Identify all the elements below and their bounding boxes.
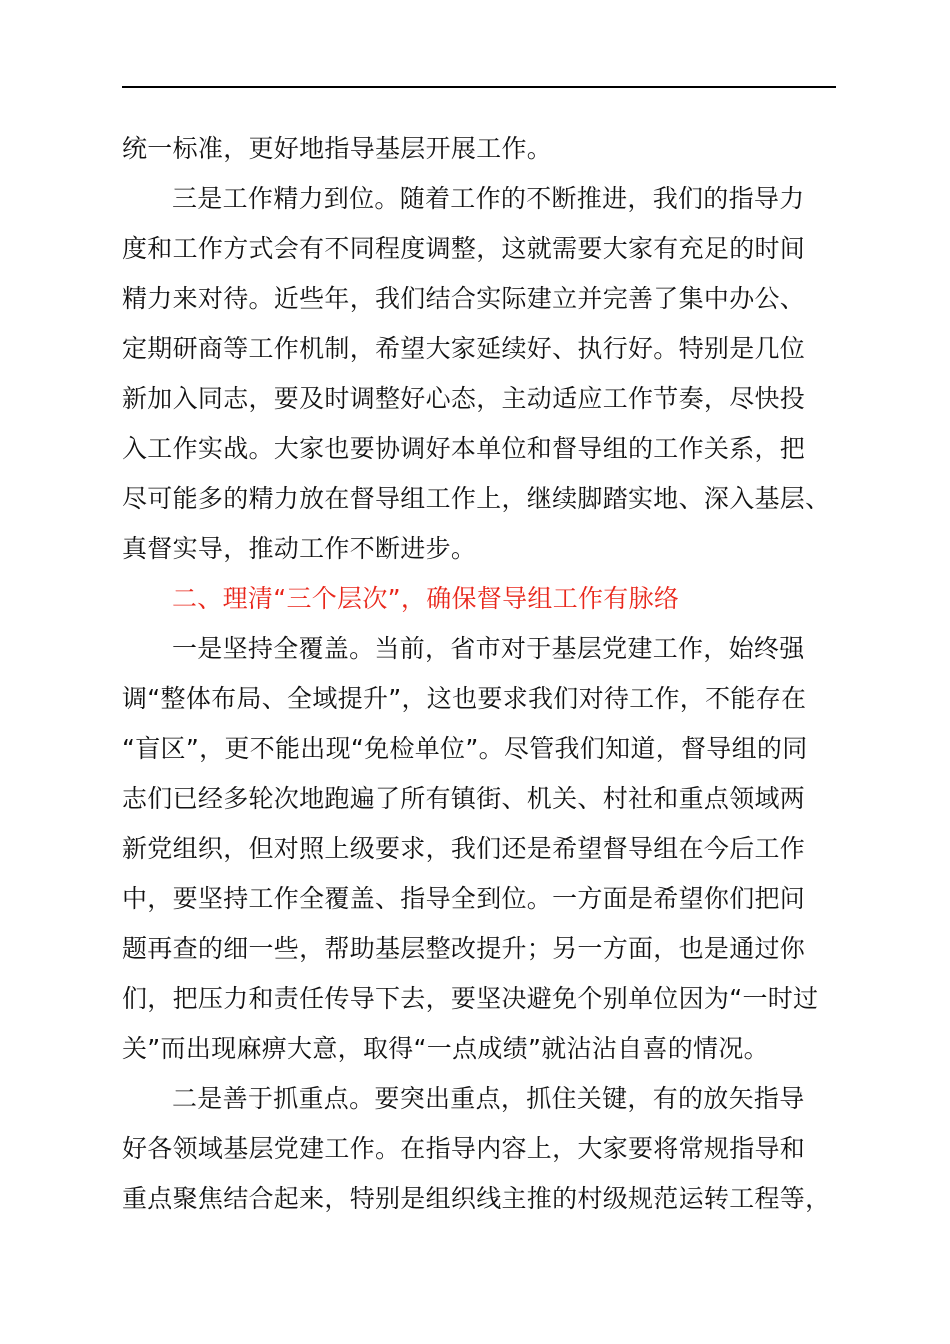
text-line: 中，要坚持工作全覆盖、指导全到位。一方面是希望你们把问 [122, 884, 806, 913]
header-rule [122, 86, 836, 88]
paragraph-start-line: 二是善于抓重点。要突出重点，抓住关键，有的放矢指导 [172, 1084, 805, 1113]
text-line: 关”而出现麻痹大意，取得“一点成绩”就沾沾自喜的情况。 [122, 1034, 769, 1063]
text-line: 定期研商等工作机制，希望大家延续好、执行好。特别是几位 [122, 334, 806, 363]
text-line: 精力来对待。近些年，我们结合实际建立并完善了集中办公、 [122, 284, 806, 313]
text-line: 尽可能多的精力放在督导组工作上，继续脚踏实地、深入基层、 [122, 484, 831, 513]
text-line: 重点聚焦结合起来，特别是组织线主推的村级规范运转工程等， [122, 1184, 831, 1213]
text-line: “盲区”，更不能出现“免检单位”。尽管我们知道，督导组的同 [122, 734, 808, 763]
section-heading: 二、理清“三个层次”，确保督导组工作有脉络 [172, 584, 680, 613]
text-line: 度和工作方式会有不同程度调整，这就需要大家有充足的时间 [122, 234, 806, 263]
text-line: 入工作实战。大家也要协调好本单位和督导组的工作关系，把 [122, 434, 806, 463]
text-line: 新党组织，但对照上级要求，我们还是希望督导组在今后工作 [122, 834, 806, 863]
text-line: 调“整体布局、全域提升”，这也要求我们对待工作，不能存在 [122, 684, 807, 713]
text-line: 新加入同志，要及时调整好心态，主动适应工作节奏，尽快投 [122, 384, 806, 413]
text-line: 好各领域基层党建工作。在指导内容上，大家要将常规指导和 [122, 1134, 806, 1163]
paragraph-start-line: 一是坚持全覆盖。当前，省市对于基层党建工作，始终强 [172, 634, 805, 663]
text-line: 题再查的细一些，帮助基层整改提升；另一方面，也是通过你 [122, 934, 806, 963]
paragraph-start-line: 三是工作精力到位。随着工作的不断推进，我们的指导力 [172, 184, 805, 213]
text-line: 统一标准，更好地指导基层开展工作。 [122, 134, 553, 163]
text-line: 真督实导，推动工作不断进步。 [122, 534, 477, 563]
text-line: 们，把压力和责任传导下去，要坚决避免个别单位因为“一时过 [122, 984, 819, 1013]
text-line: 志们已经多轮次地跑遍了所有镇街、机关、村社和重点领域两 [122, 784, 806, 813]
